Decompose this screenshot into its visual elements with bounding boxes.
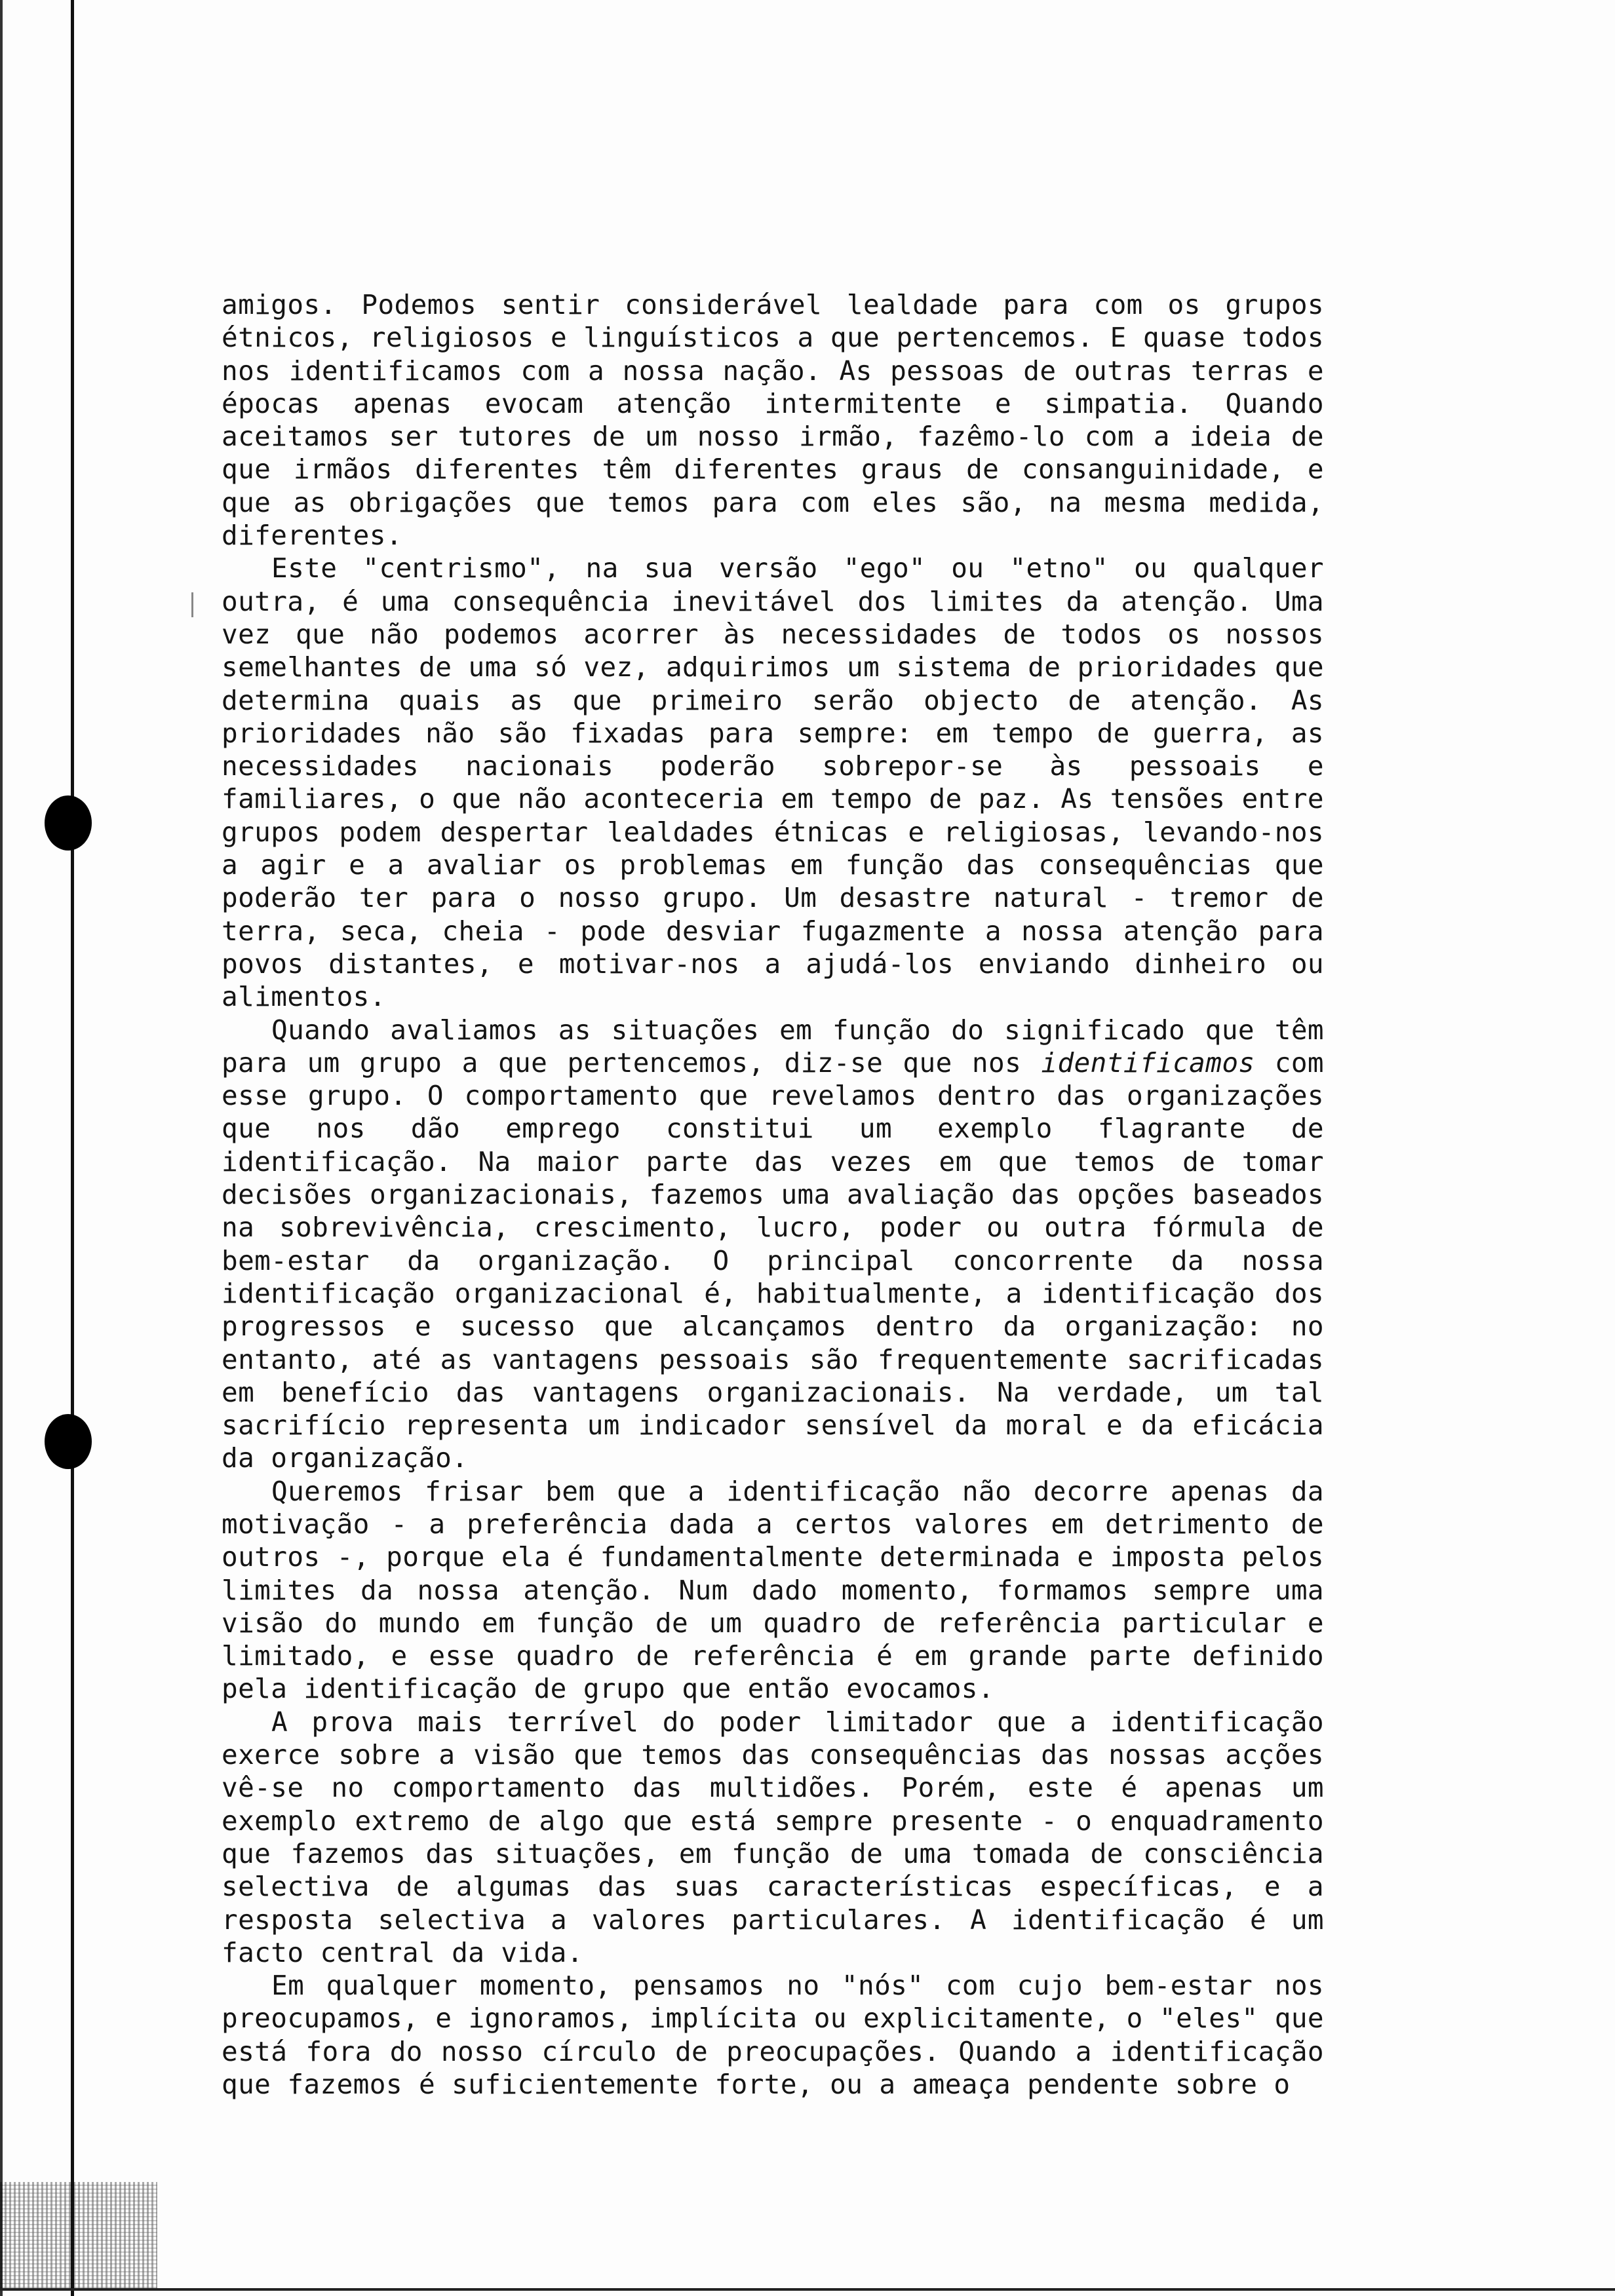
paragraph-4: Queremos frisar bem que a identificação não decorre apenas da motivação - a preferência dada a certos valores em detrimento de outros -, porque ela é fundamentalmente determinada e imposta pelos limites da nossa atenção. Num dado momento, formamos sempre uma visão do mundo em função de um quadro de referência particular e limitado, e esse quadro de referência é em grande parte definido pela identificação de grupo que então evocamos. <box>222 1475 1324 1705</box>
punch-hole-upper <box>45 795 92 851</box>
paragraph-2: Este "centrismo", na sua versão "ego" ou "etno" ou qualquer outra, é uma consequência inevitável dos limites da atenção. Uma vez que não podemos acorrer às necessidades de todos os nossos semelhantes de uma só vez, adquirimos um sistema de prioridades que determina quais as que primeiro serão objecto de atenção. As prioridades não são fixadas para sempre: em tempo de guerra, as necessidades nacionais poderão sobrepor-se às pessoais e familiares, o que não aconteceria em tempo de paz. As tensões entre grupos podem despertar lealdades étnicas e religiosas, levando-nos a agir e a avaliar os problemas em função das consequências que poderão ter para o nosso grupo. Um desastre natural - tremor de terra, seca, cheia - pode desviar fugazmente a nossa atenção para povos distantes, e motivar-nos a ajudá-los enviando dinheiro ou alimentos. <box>222 552 1324 1013</box>
punch-hole-lower <box>45 1414 92 1469</box>
paragraph-6: Em qualquer momento, pensamos no "nós" com cujo bem-estar nos preocupamos, e ignoramos, implícita ou explicitamente, o "eles" que está fora do nosso círculo de preocupações. Quando a identificação que fazemos é suficientemente forte, ou a ameaça pendente sobre o <box>222 1970 1324 2101</box>
scan-artifact-mark <box>191 592 193 617</box>
page-bottom-edge <box>0 2288 1615 2291</box>
scan-noise-artifact <box>0 2182 157 2288</box>
margin-rule-line <box>71 0 74 2296</box>
paragraph-3 <box>222 1014 1324 1475</box>
page-left-edge <box>0 0 3 2296</box>
paragraph-5: A prova mais terrível do poder limitador que a identificação exerce sobre a visão que temos das consequências das nossas acções vê-se no comportamento das multidões. Porém, este é apenas um exemplo extremo de algo que está sempre presente - o enquadramento que fazemos das situações, em função de uma tomada de consciência selectiva de algumas das suas características específicas, e a resposta selectiva a valores particulares. A identificação é um facto central da vida. <box>222 1706 1324 1968</box>
emphasized-term: identificamos <box>1041 1046 1255 1079</box>
body-text <box>222 288 1324 2101</box>
paragraph-3-lead: Quando avaliamos as situações em função do significado que têm para um grupo a que pertencemos, diz-se que nos <box>222 1014 1324 1079</box>
paragraph-1: amigos. Podemos sentir considerável lealdade para com os grupos étnicos, religiosos e linguísticos a que pertencemos. E quase todos nos identificamos com a nossa nação. As pessoas de outras terras e épocas apenas evocam atenção intermitente e simpatia. Quando aceitamos ser tutores de um nosso irmão, fazêmo-lo com a ideia de que irmãos diferentes têm diferentes graus de consanguinidade, e que as obrigações que temos para com eles são, na mesma medida, diferentes. <box>222 289 1324 552</box>
paragraph-3-rest: com esse grupo. O comportamento que revelamos dentro das organizações que nos dão emprego constitui um exemplo flagrante de identificação. Na maior parte das vezes em que temos de tomar decisões organizacionais, fazemos uma avaliação das opções baseados na sobrevivência, crescimento, lucro, poder ou outra fórmula de bem-estar da organização. O principal concorrente da nossa identificação organizacional é, habitualmente, a identificação dos progressos e sucesso que alcançamos dentro da organização: no entanto, até as vantagens pessoais são frequentemente sacrificadas em benefício das vantagens organizacionais. Na verdade, um tal sacrifício representa um indicador sensível da moral e da eficácia da organização. <box>222 1046 1324 1474</box>
